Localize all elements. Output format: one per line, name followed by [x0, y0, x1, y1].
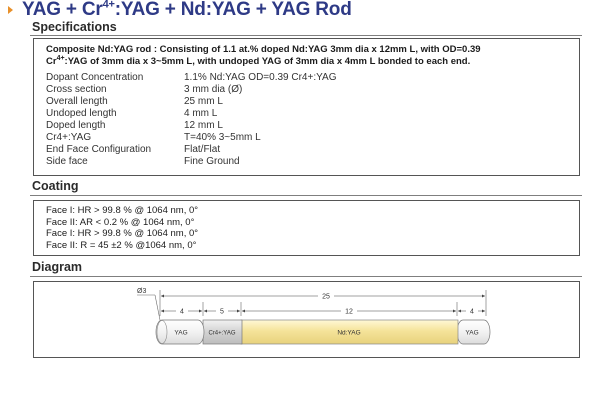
diagram-box: [33, 281, 580, 358]
spec-value: 3 mm dia (Ø): [184, 84, 243, 95]
coating-line: [46, 217, 194, 228]
cr-yag-label: Cr4+:YAG: [208, 330, 236, 337]
cr-yag-dimension-label: 5: [220, 308, 224, 316]
coating-box: [33, 200, 580, 256]
composite-description: Composite Nd:YAG rod : Consisting of 1.1 at.% doped Nd:YAG 3mm dia x 12mm L, with OD=0.39 $Cr^{4+}:YAG$ of 3mm dia x 3~5mm L, with undoped YAG of 3mm dia x 4mm L bonded to each end.: [46, 44, 481, 67]
specifications-divider: [30, 35, 582, 36]
rod-diagram: [34, 282, 579, 357]
diameter-label: Ø3: [137, 288, 147, 295]
rod-body: [156, 320, 490, 344]
coating-line: [46, 228, 198, 239]
spec-label: Dopant Concentration: [46, 72, 144, 83]
coating-spec: : HR > 99.8 % @ 1064 nm, 0°: [72, 205, 199, 216]
specifications-heading: Specifications: [32, 20, 117, 34]
spec-value: 25 mm L: [184, 96, 223, 107]
spec-label: Doped length: [46, 120, 106, 131]
spec-label: Cross section: [46, 84, 107, 95]
coating-face: Face I: [46, 205, 73, 216]
coating-heading: Coating: [32, 179, 79, 193]
diagram-heading: Diagram: [32, 260, 83, 274]
coating-face: Face II: [46, 239, 76, 251]
coating-spec: : HR > 99.8 % @ 1064 nm, 0°: [72, 228, 199, 239]
spec-label: Side face: [46, 156, 88, 167]
spec-label: Overall length: [46, 96, 108, 107]
spec-value: Fine Ground: [184, 156, 240, 167]
overall-dimension-label: 25: [322, 293, 330, 301]
spec-value: T=40% 3~5mm L: [184, 132, 261, 143]
diameter-leader-angle: [155, 295, 160, 320]
spec-label: End Face Configuration: [46, 144, 152, 155]
spec-value: Flat/Flat: [184, 144, 221, 155]
coating-face: Face II: [46, 216, 76, 228]
left-yag-label: YAG: [174, 329, 188, 337]
nd-yag-dimension-label: 12: [345, 308, 353, 316]
right-yag-dimension-label: 4: [470, 308, 474, 316]
coating-line: [46, 240, 196, 251]
spec-value: 12 mm L: [184, 120, 223, 131]
coating-line: [46, 205, 198, 216]
right-yag-label: YAG: [465, 329, 479, 337]
coating-spec: : R = 45 ±2 % @1064 nm, 0°: [75, 239, 197, 251]
spec-value: 1.1% Nd:YAG OD=0.39 Cr4+:YAG: [184, 72, 337, 83]
coating-spec: : AR < 0.2 % @ 1064 nm, 0°: [75, 216, 195, 228]
spec-label: Undoped length: [46, 108, 117, 119]
coating-divider: [30, 195, 582, 196]
title-bullet-icon: [8, 6, 13, 14]
spec-value: 4 mm L: [184, 108, 218, 119]
page-title: YAG + $Cr^{4+}:YAG$ + Nd:YAG + YAG Rod: [22, 0, 352, 20]
coating-face: Face I: [46, 228, 73, 239]
nd-yag-label: Nd:YAG: [337, 329, 361, 337]
diagram-divider: [30, 276, 582, 277]
spec-label: Cr4+:YAG: [46, 132, 92, 143]
left-yag-dimension-label: 4: [180, 308, 184, 316]
specifications-box: [33, 38, 580, 176]
